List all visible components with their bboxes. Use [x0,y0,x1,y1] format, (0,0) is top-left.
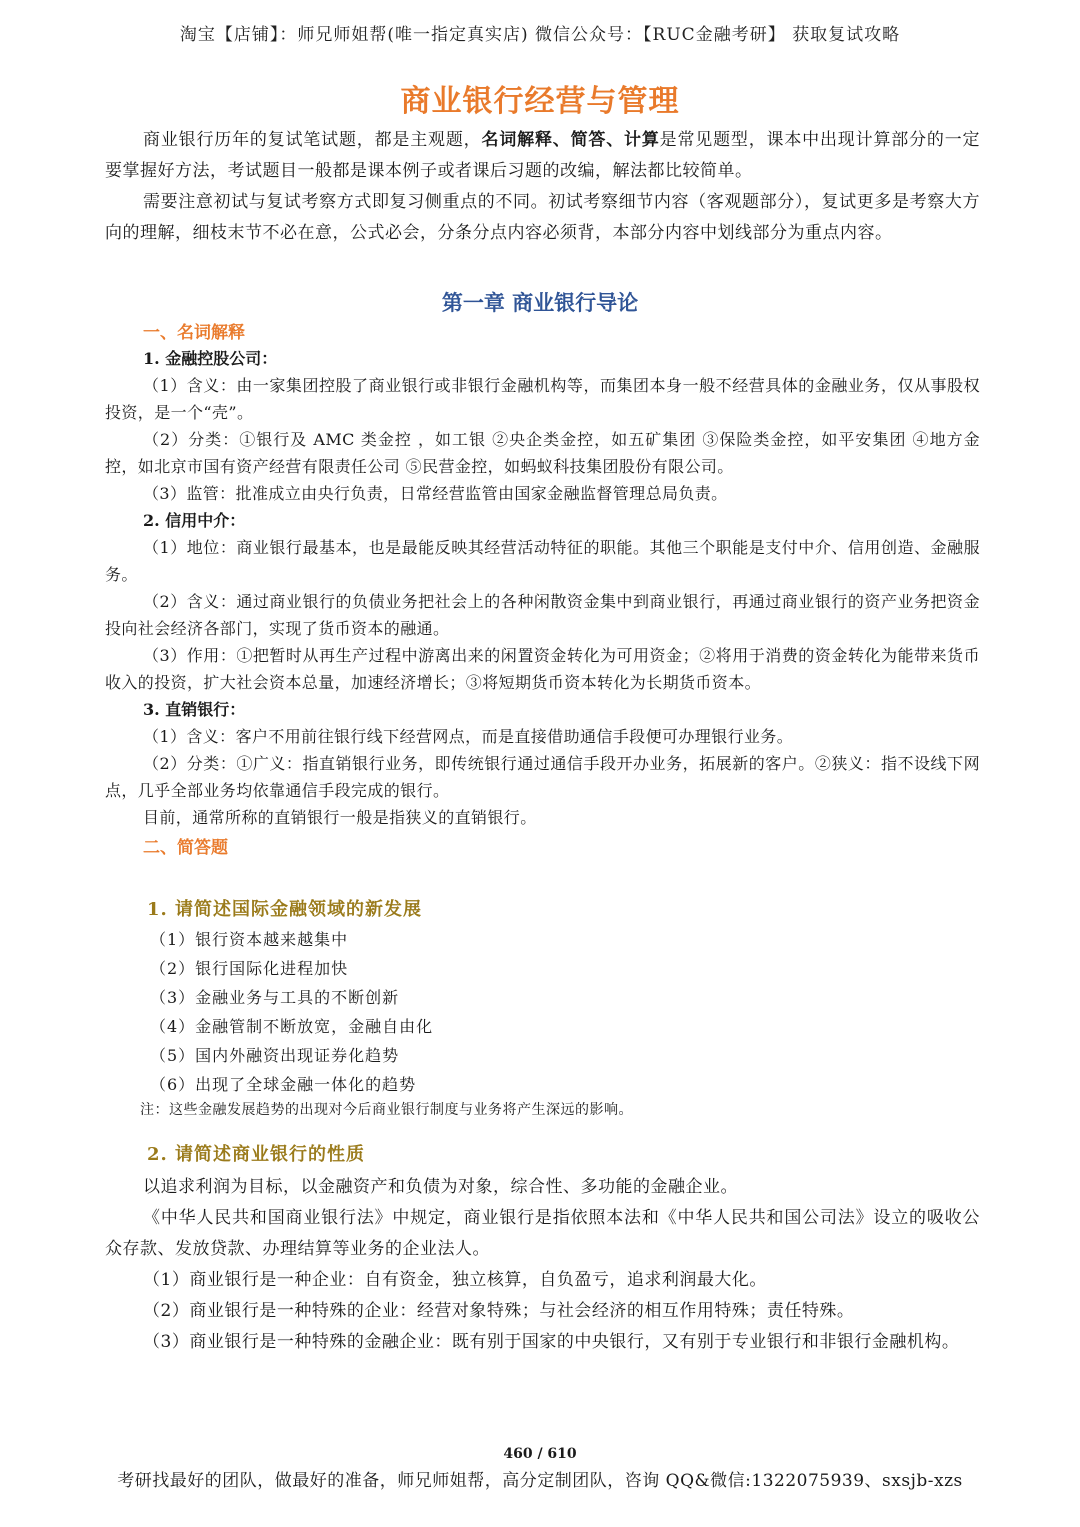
page-title: 商业银行经营与管理 [400,84,680,119]
chapter-title: 第一章 商业银行导论 [441,291,639,315]
term-title: 2. 信用中介： [143,511,246,530]
list-item: （5）国内外融资出现证券化趋势 [150,1046,400,1065]
answer-paragraph: （3）商业银行是一种特殊的金融企业：既有别于国家的中央银行，又有别于专业银行和非银行金融机构。 [143,1332,960,1352]
page-number: 460 / 610 [503,1446,577,1462]
list-item: （3）金融业务与工具的不断创新 [150,988,400,1007]
term-title: 1. 金融控股公司： [143,349,278,368]
intro-paragraph-2: 需要注意初试与复试考察方式即复习侧重点的不同。初试考察细节内容（客观题部分），复试更多是考察大方向的理解，细枝末节不必在意，公式必会，分条分点内容必须背，本部分内容中划线部分为重点内容。 [105,192,980,243]
term-item: （3）监管：批准成立由央行负责，日常经营监管由国家金融监督管理总局负责。 [143,484,728,503]
term-item: 目前，通常所称的直销银行一般是指狭义的直销银行。 [143,808,537,827]
list-item: （1）银行资本越来越集中 [150,930,349,949]
note-text: 注：这些金融发展趋势的出现对今后商业银行制度与业务将产生深远的影响。 [140,1102,633,1118]
term-title: 3. 直销银行： [143,700,246,719]
section-heading: 二、简答题 [143,838,228,858]
list-item: （4）金融管制不断放宽，金融自由化 [150,1017,434,1036]
term-item: （1）地位：商业银行最基本，也是最能反映其经营活动特征的职能。其他三个职能是支付中介、信用创造、金融服务。 [105,538,980,584]
answer-paragraph: 以追求利润为目标，以金融资产和负债为对象，综合性、多功能的金融企业。 [143,1177,738,1197]
answer-paragraph: 《中华人民共和国商业银行法》中规定，商业银行是指依照本法和《中华人民共和国公司法》设立的吸收公众存款、发放贷款、办理结算等业务的企业法人。 [105,1208,980,1259]
question-2 [105,1140,980,1358]
answer-paragraph: （1）商业银行是一种企业：自有资金，独立核算，自负盈亏，追求利润最大化。 [143,1270,767,1290]
intro-section [105,125,980,249]
term-item: （3）作用：①把暂时从再生产过程中游离出来的闲置资金转化为可用资金；②将用于消费的资金转化为能带来货币收入的投资，扩大社会资本总量，加速经济增长；③将短期货币资本转化为长期货币资本。 [105,646,980,692]
page-footer: 考研找最好的团队，做最好的准备，师兄师姐帮，高分定制团队，咨询 QQ&微信:1322075939、sxsjb-xzs [117,1471,963,1491]
question-1 [105,895,980,1121]
term-item: （1）含义：客户不用前往银行线下经营网点，而是直接借助通信手段便可办理银行业务。 [143,727,794,746]
term-item: （2）分类：①广义：指直销银行业务，即传统银行通过通信手段开办业务，拓展新的客户。②狭义：指不设线下网点，几乎全部业务均依靠通信手段完成的银行。 [105,754,980,800]
answer-paragraph: （2）商业银行是一种特殊的企业：经营对象特殊；与社会经济的相互作用特殊；责任特殊。 [143,1301,855,1321]
term-item: （2）分类：①银行及 AMC 类金控 ，如工银 ②央企类金控，如五矿集团 ③保险类金控，如平安集团 ④地方金控，如北京市国有资产经营有限责任公司 ⑤民营金控，如蚂蚁科技集团股份有限公司。 [105,430,980,476]
list-item: （6）出现了全球金融一体化的趋势 [150,1075,417,1094]
question-title: 2. 请简述商业银行的性质 [147,1144,366,1165]
section-terms [105,318,980,858]
term-item: （2）含义：通过商业银行的负债业务把社会上的各种闲散资金集中到商业银行，再通过商业银行的资产业务把资金投向社会经济各部门，实现了货币资本的融通。 [105,592,980,638]
question-title: 1. 请简述国际金融领域的新发展 [147,899,423,920]
intro-paragraph-1: 商业银行历年的复试笔试题，都是主观题，名词解释、简答、计算是常见题型，课本中出现计算部分的一定要掌握好方法，考试题目一般都是课本例子或者课后习题的改编，解法都比较简单。 [105,130,981,181]
intro-bold-text: 名词解释、简答、计算 [481,130,660,150]
page-header: 淘宝【店铺】：师兄师姐帮(唯一指定真实店) 微信公众号：【RUC金融考研】 获取复试攻略 [179,25,901,45]
term-item: （1）含义：由一家集团控股了商业银行或非银行金融机构等，而集团本身一般不经营具体的金融业务，仅从事股权投资，是一个“壳”。 [105,376,980,422]
list-item: （2）银行国际化进程加快 [150,959,349,978]
section-heading: 一、名词解释 [143,323,245,343]
